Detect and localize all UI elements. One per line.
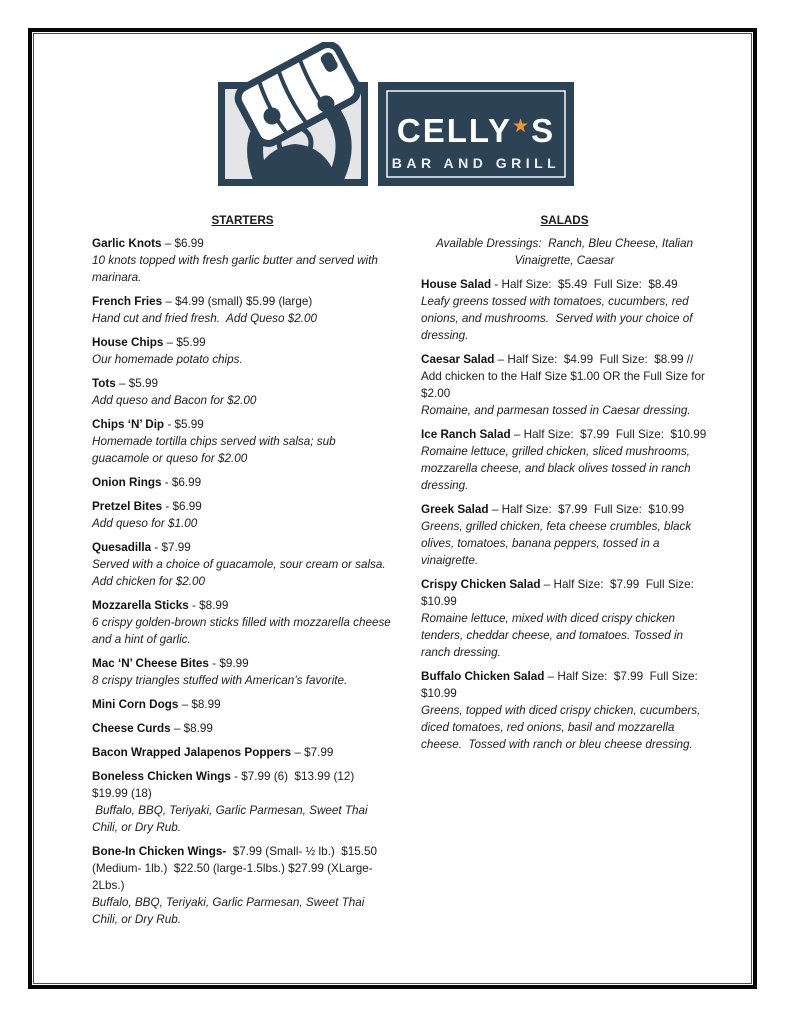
right-fist [318,96,335,113]
brand-star-icon: ★ [512,116,532,137]
menu-item-desc: Buffalo, BBQ, Teriyaki, Garlic Parmesan, Sweet Thai Chili, or Dry Rub. [92,896,368,926]
menu-item-desc: Hand cut and fried fresh. Add Queso $2.00 [92,312,318,325]
menu-item-price: – $5.99 [163,336,206,349]
menu-item-desc: Add queso for $1.00 [92,517,198,530]
menu-item [421,426,708,494]
menu-item [92,696,393,713]
menu-item-name: Quesadilla [92,541,152,554]
menu-item-price: – $4.99 (small) $5.99 (large) [162,295,313,308]
logo [218,42,574,188]
menu-item-price: – $7.99 [291,746,334,759]
menu-item-desc: Romaine lettuce, grilled chicken, sliced mushrooms, mozzarella cheese, and black olives tossed in ranch dressing. [421,445,694,492]
starters-items [92,235,393,928]
menu-item-name: Mac ‘N’ Cheese Bites [92,657,209,670]
menu-item-price: $7.99 (Small- ½ lb.) $15.50 (Medium- 1lb.) $22.50 (large-1.5lbs.) $27.99 (XLarge-2Lbs.) [92,845,381,892]
menu-item [421,276,708,344]
menu-item [421,501,708,569]
menu-item [421,351,708,419]
menu-item-name: Crispy Chicken Salad [421,578,541,591]
menu-item [92,375,393,409]
menu-item-price: - $7.99 [151,541,191,554]
menu-item-desc: Romaine, and parmesan tossed in Caesar dressing. [421,404,691,417]
menu-item-desc: Served with a choice of guacamole, sour cream or salsa. Add chicken for $2.00 [92,558,389,588]
menu-item-name: Ice Ranch Salad [421,428,511,441]
menu-item-desc: Buffalo, BBQ, Teriyaki, Garlic Parmesan, Sweet Thai Chili, or Dry Rub. [92,804,371,834]
menu-item-name: Bone-In Chicken Wings- [92,845,227,858]
menu-item [92,744,393,761]
menu-item [92,720,393,737]
menu-item-desc: 10 knots topped with fresh garlic butter and served with marinara. [92,254,382,284]
menu-item-price: – $8.99 [170,722,213,735]
menu-item-desc: 8 crispy triangles stuffed with American’s favorite. [92,674,348,687]
menu-item-name: French Fries [92,295,163,308]
menu-item [92,474,393,491]
salads-items [421,276,708,753]
menu-item-desc: Homemade tortilla chips served with salsa; sub guacamole or queso for $2.00 [92,435,339,465]
menu-item-name: House Chips [92,336,164,349]
menu-item [421,576,708,661]
menu-item-price: - Half Size: $5.49 Full Size: $8.49 [491,278,678,291]
menu-item-name: Tots [92,377,116,390]
menu-item-name: Pretzel Bites [92,500,163,513]
brand-name-right: S [531,112,556,149]
brand-subtitle-text: BAR AND GRILL [391,155,561,171]
salads-column [421,212,708,935]
menu-item-price: – Half Size: $7.99 Full Size: $10.99 [488,503,685,516]
menu-item-name: Bacon Wrapped Jalapenos Poppers [92,746,292,759]
menu-item-price: – Half Size: $7.99 Full Size: $10.99 [421,670,705,700]
menu-item-desc: Add queso and Bacon for $2.00 [92,394,257,407]
menu-item [92,655,393,689]
starters-column [92,212,393,935]
menu-item-name: Caesar Salad [421,353,495,366]
menu-item [92,539,393,590]
menu-item-price: – Half Size: $4.99 Full Size: $8.99 // Add chicken to the Half Size $1.00 OR the Full Size for $2.00 [421,353,709,400]
menu-item-desc: 6 crispy golden-brown sticks filled with mozzarella cheese and a hint of garlic. [92,616,395,646]
menu-item [92,334,393,368]
menu-item-price: - $5.99 [164,418,204,431]
menu-item-desc: Leafy greens tossed with tomatoes, cucumbers, red onions, and mushrooms. Served with your choice of dressing. [421,295,696,342]
menu-item-name: Mozzarella Sticks [92,599,189,612]
menu-item-name: Garlic Knots [92,237,162,250]
menu-item-desc: Romaine lettuce, mixed with diced crispy chicken tenders, cheddar cheese, and tomatoes. Tossed in ranch dressing. [421,612,687,659]
menu-item-desc: Greens, topped with diced crispy chicken, cucumbers, diced tomatoes, red onions, basil and mozzarella cheese. Tossed with ranch or bleu cheese dressing. [421,704,704,751]
menu-item-price: - $9.99 [208,657,249,670]
keg-lifter-figure [234,42,362,186]
menu-item-price: – Half Size: $7.99 Full Size: $10.99 [421,578,701,608]
menu-item-price: - $6.99 [162,500,202,513]
menu-item-name: Buffalo Chicken Salad [421,670,545,683]
menu-item-name: Chips ‘N’ Dip [92,418,165,431]
menu-item-price: - $6.99 [161,476,202,489]
menu-item [92,843,393,928]
menu-item-name: Onion Rings [92,476,162,489]
brand-name-text [397,112,555,149]
salads-heading: SALADS [540,214,589,227]
menu-item [421,668,708,753]
salads-dressings-note: Available Dressings: Ranch, Bleu Cheese, Italian Vinaigrette, Caesar [435,237,697,267]
menu-item-desc: Greens, grilled chicken, feta cheese crumbles, black olives, tomatoes, banana peppers, tossed in a vinaigrette. [421,520,695,567]
menu-item-name: Boneless Chicken Wings [92,770,231,783]
left-fist [264,108,281,125]
menu-item-desc: Our homemade potato chips. [92,353,243,366]
menu-item-price: – Half Size: $7.99 Full Size: $10.99 [510,428,707,441]
menu-item-name: Greek Salad [421,503,489,516]
keg-lifter-logo-art [218,42,574,188]
menu-item-price: – $5.99 [115,377,159,390]
menu-item [92,498,393,532]
menu-item-name: Mini Corn Dogs [92,698,179,711]
menu-item-name: House Salad [421,278,492,291]
menu-item-price: - $7.99 (6) $13.99 (12) $19.99 (18) [92,770,361,800]
menu-item-price: - $8.99 [188,599,229,612]
brand-name-left: CELLY [396,112,513,149]
menu-item [92,416,393,467]
menu-item [92,768,393,836]
menu-item [92,235,393,286]
menu-columns [92,212,708,935]
starters-heading: STARTERS [211,214,274,227]
menu-item-price: – $6.99 [161,237,204,250]
menu-item-price: – $8.99 [178,698,221,711]
menu-item [92,293,393,327]
menu-item [92,597,393,648]
menu-item-name: Cheese Curds [92,722,171,735]
